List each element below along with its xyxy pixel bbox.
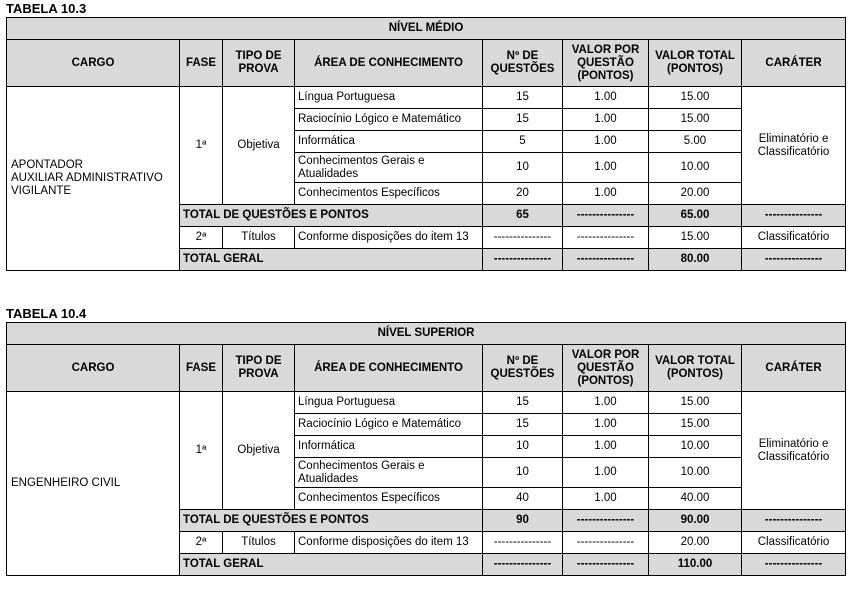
area-cell: Raciocínio Lógico e Matemático: [295, 414, 483, 436]
geral-pontos: 80.00: [649, 249, 742, 271]
questoes-cell: 10: [483, 458, 563, 488]
geral-pontos: 110.00: [649, 554, 742, 576]
col-num-questoes: Nº DE QUESTÕES: [483, 345, 563, 392]
total-cell: 15.00: [649, 414, 742, 436]
questoes-cell: 5: [483, 131, 563, 153]
valor-cell: 1.00: [563, 183, 649, 205]
score-table-medio: [6, 17, 846, 271]
cargo-name: APONTADOR: [11, 159, 83, 171]
total-cell: 15.00: [649, 87, 742, 109]
questoes-cell: 15: [483, 392, 563, 414]
total-cell: 10.00: [649, 153, 742, 183]
total-valor: ---------------: [563, 510, 649, 532]
fase-cell: 2ª: [180, 532, 223, 554]
area-cell: Raciocínio Lógico e Matemático: [295, 109, 483, 131]
cargo-cell: [7, 392, 180, 576]
area-cell: Conhecimentos Gerais e Atualidades: [295, 153, 483, 183]
total-cell: 20.00: [649, 183, 742, 205]
geral-questoes: ---------------: [483, 249, 563, 271]
carater-cell: Classificatório: [742, 227, 846, 249]
carater-cell: Eliminatório e Classificatório: [742, 87, 846, 205]
col-valor-questao: VALOR POR QUESTÃO (PONTOS): [563, 40, 649, 87]
valor-cell: 1.00: [563, 458, 649, 488]
valor-cell: 1.00: [563, 392, 649, 414]
total-cell: 15.00: [649, 392, 742, 414]
questoes-cell: ---------------: [483, 227, 563, 249]
area-cell: Conhecimentos Específicos: [295, 183, 483, 205]
area-cell: Informática: [295, 436, 483, 458]
geral-carater: ---------------: [742, 249, 846, 271]
col-cargo: CARGO: [7, 40, 180, 87]
col-num-questoes: Nº DE QUESTÕES: [483, 40, 563, 87]
valor-cell: 1.00: [563, 109, 649, 131]
level-header: NÍVEL MÉDIO: [7, 18, 846, 40]
tipo-prova-cell: Títulos: [223, 532, 295, 554]
questoes-cell: 20: [483, 183, 563, 205]
valor-cell: 1.00: [563, 153, 649, 183]
total-cell: 10.00: [649, 458, 742, 488]
tipo-prova-cell: Títulos: [223, 227, 295, 249]
total-valor: ---------------: [563, 205, 649, 227]
area-cell: Informática: [295, 131, 483, 153]
area-cell: Língua Portuguesa: [295, 392, 483, 414]
score-table-superior: [6, 322, 846, 576]
total-cell: 10.00: [649, 436, 742, 458]
geral-valor: ---------------: [563, 554, 649, 576]
fase-cell: 1ª: [180, 392, 223, 510]
valor-cell: 1.00: [563, 488, 649, 510]
col-tipo-prova: TIPO DE PROVA: [223, 345, 295, 392]
area-cell: Conforme disposições do item 13: [295, 532, 483, 554]
questoes-cell: ---------------: [483, 532, 563, 554]
total-cell: 20.00: [649, 532, 742, 554]
fase-cell: 1ª: [180, 87, 223, 205]
questoes-cell: 10: [483, 436, 563, 458]
total-cell: 15.00: [649, 109, 742, 131]
total-geral-label: TOTAL GERAL: [180, 554, 483, 576]
col-cargo: CARGO: [7, 345, 180, 392]
total-pontos: 65.00: [649, 205, 742, 227]
valor-cell: ---------------: [563, 532, 649, 554]
col-valor-questao: VALOR POR QUESTÃO (PONTOS): [563, 345, 649, 392]
col-carater: CARÁTER: [742, 345, 846, 392]
col-fase: FASE: [180, 40, 223, 87]
total-cell: 40.00: [649, 488, 742, 510]
total-carater: ---------------: [742, 510, 846, 532]
valor-cell: ---------------: [563, 227, 649, 249]
geral-questoes: ---------------: [483, 554, 563, 576]
area-cell: Língua Portuguesa: [295, 87, 483, 109]
carater-cell: Classificatório: [742, 532, 846, 554]
col-tipo-prova: TIPO DE PROVA: [223, 40, 295, 87]
questoes-cell: 15: [483, 109, 563, 131]
level-header: NÍVEL SUPERIOR: [7, 323, 846, 345]
total-row-label: TOTAL DE QUESTÕES E PONTOS: [180, 205, 483, 227]
tipo-prova-cell: Objetiva: [223, 87, 295, 205]
questoes-cell: 15: [483, 87, 563, 109]
col-valor-total: VALOR TOTAL (PONTOS): [649, 40, 742, 87]
geral-valor: ---------------: [563, 249, 649, 271]
area-cell: Conhecimentos Gerais e Atualidades: [295, 458, 483, 488]
area-cell: Conhecimentos Específicos: [295, 488, 483, 510]
total-questoes: 90: [483, 510, 563, 532]
valor-cell: 1.00: [563, 414, 649, 436]
carater-cell: Eliminatório e Classificatório: [742, 392, 846, 510]
cargo-name: ENGENHEIRO CIVIL: [11, 477, 121, 489]
total-cell: 5.00: [649, 131, 742, 153]
total-cell: 15.00: [649, 227, 742, 249]
questoes-cell: 15: [483, 414, 563, 436]
area-cell: Conforme disposições do item 13: [295, 227, 483, 249]
table-title: TABELA 10.3: [6, 1, 87, 16]
total-pontos: 90.00: [649, 510, 742, 532]
col-carater: CARÁTER: [742, 40, 846, 87]
geral-carater: ---------------: [742, 554, 846, 576]
table-title: TABELA 10.4: [6, 306, 87, 321]
total-row-label: TOTAL DE QUESTÕES E PONTOS: [180, 510, 483, 532]
cargo-cell: [7, 87, 180, 271]
total-geral-label: TOTAL GERAL: [180, 249, 483, 271]
cargo-name: AUXILIAR ADMINISTRATIVO: [11, 172, 163, 184]
total-questoes: 65: [483, 205, 563, 227]
questoes-cell: 10: [483, 153, 563, 183]
col-area: ÁREA DE CONHECIMENTO: [295, 345, 483, 392]
col-valor-total: VALOR TOTAL (PONTOS): [649, 345, 742, 392]
col-fase: FASE: [180, 345, 223, 392]
cargo-name: VIGILANTE: [11, 185, 72, 197]
tipo-prova-cell: Objetiva: [223, 392, 295, 510]
total-carater: ---------------: [742, 205, 846, 227]
questoes-cell: 40: [483, 488, 563, 510]
valor-cell: 1.00: [563, 131, 649, 153]
valor-cell: 1.00: [563, 87, 649, 109]
fase-cell: 2ª: [180, 227, 223, 249]
valor-cell: 1.00: [563, 436, 649, 458]
col-area: ÁREA DE CONHECIMENTO: [295, 40, 483, 87]
